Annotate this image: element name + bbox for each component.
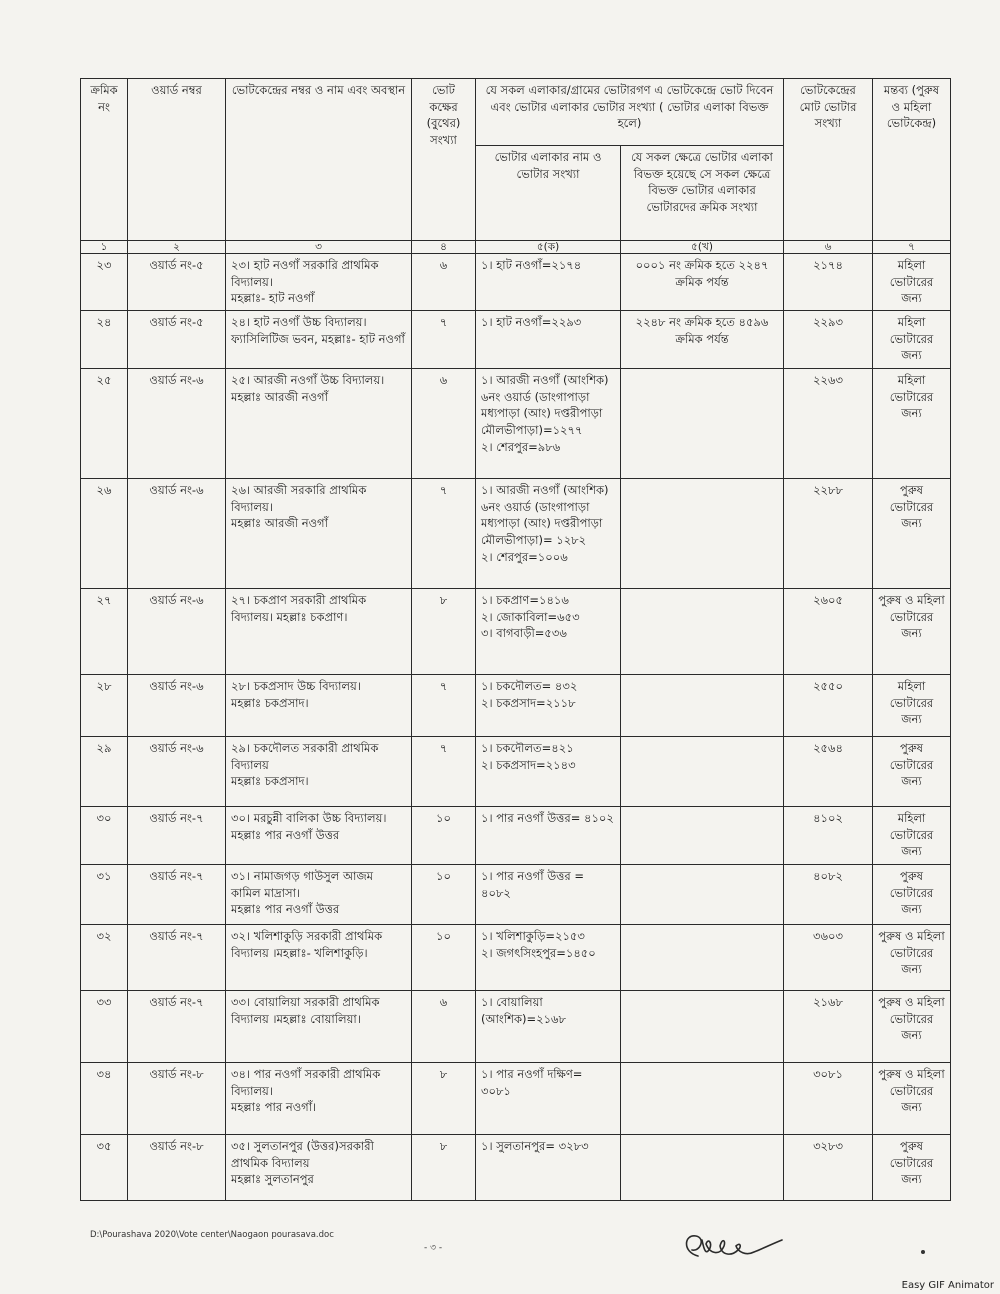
center-line: ৩৩। বোয়ালিয়া সরকারী প্রাথমিক বিদ্যালয় ।মহল্লাঃ বোয়ালিয়া। xyxy=(231,995,380,1026)
voter-area-cell xyxy=(476,807,621,865)
center-cell xyxy=(226,925,412,991)
voter-area-cell xyxy=(476,1135,621,1201)
header-total: ভোটকেন্দ্রের মোট ভোটার সংখ্যা xyxy=(784,79,873,241)
voter-area-line: ১। চকদৌলত= ৪৩২ xyxy=(481,679,578,694)
total-voters-cell: ২১৬৮ xyxy=(784,991,873,1063)
table-row xyxy=(81,807,951,865)
header-center: ভোটকেন্দ্রের নম্বর ও নাম এবং অবস্থান xyxy=(226,79,412,241)
header-ward: ওয়ার্ড নম্বর xyxy=(128,79,226,241)
booth-count-cell: ৮ xyxy=(412,589,476,675)
remarks-cell: পুরুষ ও মহিলা ভোটারের জন্য xyxy=(873,991,951,1063)
ward-cell: ওয়ার্ড নং-৭ xyxy=(128,865,226,925)
voter-area-line: ২। চকপ্রসাদ=২১১৮ xyxy=(481,695,576,710)
serial-cell: ২৯ xyxy=(81,737,128,807)
voter-area-cell xyxy=(476,865,621,925)
serial-cell: ২৫ xyxy=(81,369,128,479)
center-line: ২৩। হাট নওগাঁ সরকারি প্রাথমিক বিদ্যালয়। xyxy=(231,258,379,289)
table-row xyxy=(81,479,951,589)
ward-cell: ওয়ার্ড নং-৬ xyxy=(128,589,226,675)
total-voters-cell: ৩৬০৩ xyxy=(784,925,873,991)
center-line: ২৮। চকপ্রসাদ উচ্চ বিদ্যালয়। xyxy=(231,679,361,694)
remarks-cell: পুরুষ ভোটারের জন্য xyxy=(873,1135,951,1201)
center-cell xyxy=(226,311,412,369)
split-serial-cell: ০০০১ নং ক্রমিক হতে ২২৪৭ ক্রমিক পর্যন্ত xyxy=(621,254,784,311)
split-serial-cell xyxy=(621,479,784,589)
voter-area-cell xyxy=(476,369,621,479)
serial-cell: ২৬ xyxy=(81,479,128,589)
center-cell xyxy=(226,807,412,865)
ward-cell: ওয়ার্ড নং-৬ xyxy=(128,737,226,807)
voter-area-cell xyxy=(476,311,621,369)
split-serial-cell xyxy=(621,807,784,865)
total-voters-cell: ২২৯৩ xyxy=(784,311,873,369)
table-row xyxy=(81,254,951,311)
remarks-cell: মহিলা ভোটারের জন্য xyxy=(873,311,951,369)
table-row xyxy=(81,925,951,991)
serial-cell: ৩৩ xyxy=(81,991,128,1063)
booth-count-cell: ১০ xyxy=(412,925,476,991)
center-line: ২৬। আরজী সরকারি প্রাথমিক বিদ্যালয়। xyxy=(231,483,367,514)
center-line: ৩০। মরচুন্নী বালিকা উচ্চ বিদ্যালয়। xyxy=(231,811,387,826)
booth-count-cell: ৮ xyxy=(412,1135,476,1201)
split-serial-cell xyxy=(621,1135,784,1201)
booth-count-cell: ৬ xyxy=(412,369,476,479)
voter-area-line: ১। হাট নওগাঁ=২১৭৪ xyxy=(481,258,582,272)
split-serial-cell xyxy=(621,675,784,737)
table-row xyxy=(81,1135,951,1201)
booth-count-cell: ৭ xyxy=(412,479,476,589)
center-line: মহল্লাঃ- হাট নওগাঁ xyxy=(231,291,315,306)
remarks-cell: পুরুষ ভোটারের জন্য xyxy=(873,737,951,807)
center-cell xyxy=(226,991,412,1063)
header-area-name: ভোটার এলাকার নাম ও ভোটার সংখ্যা xyxy=(476,146,621,241)
booth-count-cell: ৮ xyxy=(412,1063,476,1135)
voter-area-cell xyxy=(476,737,621,807)
serial-cell: ২৪ xyxy=(81,311,128,369)
remarks-cell: মহিলা ভোটারের জন্য xyxy=(873,807,951,865)
polling-center-table xyxy=(80,78,951,1201)
voter-area-line: ২। চকপ্রসাদ=২১৪৩ xyxy=(481,757,576,772)
table-row xyxy=(81,311,951,369)
table-row xyxy=(81,589,951,675)
serial-cell: ২৩ xyxy=(81,254,128,311)
center-line: ৩১। নামাজগড় গাউসুল আজম কামিল মাদ্রাসা। xyxy=(231,869,374,900)
booth-count-cell: ৬ xyxy=(412,991,476,1063)
ward-cell: ওয়ার্ড নং-৬ xyxy=(128,479,226,589)
total-voters-cell: ৪১০২ xyxy=(784,807,873,865)
booth-count-cell: ৭ xyxy=(412,311,476,369)
header-area-group: যে সকল এলাকার/গ্রামের ভোটারগণ এ ভোটকেন্দ্রে ভোট দিবেন এবং ভোটার এলাকার ভোটার সংখ্যা ( ভোটার এলাকা বিভক্ত হলে) xyxy=(476,79,784,146)
booth-count-cell: ১০ xyxy=(412,807,476,865)
voter-area-cell xyxy=(476,925,621,991)
table-row xyxy=(81,991,951,1063)
remarks-cell: মহিলা ভোটারের জন্য xyxy=(873,675,951,737)
booth-count-cell: ৭ xyxy=(412,737,476,807)
center-line: মহল্লাঃ চকপ্রসাদ। xyxy=(231,695,309,710)
voter-area-cell xyxy=(476,589,621,675)
center-cell xyxy=(226,737,412,807)
ward-cell: ওয়ার্ড নং-৭ xyxy=(128,925,226,991)
voter-area-line: ১। বোয়ালিয়া (আংশিক)=২১৬৮ xyxy=(481,995,566,1026)
file-path: D:\Pourashava 2020\Vote center\Naogaon pourasava.doc xyxy=(90,1230,334,1240)
voter-area-line: ২। শেরপুর=১০০৬ xyxy=(481,549,568,564)
remarks-cell: পুরুষ ভোটারের জন্য xyxy=(873,479,951,589)
voter-area-line: ১। পার নওগাঁ দক্ষিণ= ৩০৮১ xyxy=(481,1067,583,1098)
header-serial: ক্রমিক নং xyxy=(81,79,128,241)
center-line: মহল্লাঃ আরজী নওগাঁ xyxy=(231,389,328,404)
center-line: মহল্লাঃ আরজী নওগাঁ xyxy=(231,516,328,531)
center-cell xyxy=(226,865,412,925)
serial-cell: ৩১ xyxy=(81,865,128,925)
voter-area-line: ১। চকপ্রাণ=১৪১৬ xyxy=(481,593,569,608)
voter-area-line: ১। আরজী নওগাঁ (আংশিক) ৬নং ওয়ার্ড (ডাংগাপাড়া মধ্যপাড়া (আং) দপ্তরীপাড়া মৌলভীপাড়া)=১২৭৭ xyxy=(481,373,609,438)
voter-area-line: ৩। বাগবাড়ী=৫৩৬ xyxy=(481,626,567,641)
column-number-row xyxy=(81,241,951,254)
split-serial-cell xyxy=(621,369,784,479)
split-serial-cell xyxy=(621,1063,784,1135)
serial-cell: ২৮ xyxy=(81,675,128,737)
center-line: মহল্লাঃ পার নওগাঁ। xyxy=(231,1100,317,1115)
voter-area-line: ১। সুলতানপুর= ৩২৮৩ xyxy=(481,1139,589,1154)
total-voters-cell: ২৬০৫ xyxy=(784,589,873,675)
center-line: ৩৪। পার নওগাঁ সরকারী প্রাথমিক বিদ্যালয়। xyxy=(231,1067,381,1098)
total-voters-cell: ৩২৮৩ xyxy=(784,1135,873,1201)
ward-cell: ওয়ার্ড নং-৭ xyxy=(128,807,226,865)
voter-area-line: ১। হাট নওগাঁ=২২৯৩ xyxy=(481,315,582,330)
header-area-split: যে সকল ক্ষেত্রে ভোটার এলাকা বিভক্ত হয়েছে সে সকল ক্ষেত্রে বিভক্ত ভোটার এলাকার ভোটারদের ক্রমিক সংখ্যা xyxy=(621,146,784,241)
voter-area-cell xyxy=(476,675,621,737)
remarks-cell: পুরুষ ভোটারের জন্য xyxy=(873,865,951,925)
voter-area-line: ২। শেরপুর=৯৮৬ xyxy=(481,439,561,454)
ward-cell: ওয়ার্ড নং-৮ xyxy=(128,1063,226,1135)
center-line: ৩৫। সুলতানপুর (উত্তর)সরকারী প্রাথমিক বিদ্যালয় xyxy=(231,1139,374,1170)
center-line: ২৫। আরজী নওগাঁ উচ্চ বিদ্যালয়। xyxy=(231,373,385,388)
watermark-text: Easy GIF Animator xyxy=(901,1280,994,1291)
center-line: মহল্লাঃ পার নওগাঁ উত্তর xyxy=(231,827,340,842)
ward-cell: ওয়ার্ড নং-৫ xyxy=(128,311,226,369)
total-voters-cell: ৪০৮২ xyxy=(784,865,873,925)
column-number: ৬ xyxy=(784,241,873,254)
voter-area-line: ২। জগৎসিংহপুর=১৪৫০ xyxy=(481,945,596,960)
voter-area-line: ১। চকদৌলত=৪২১ xyxy=(481,741,574,756)
ward-cell: ওয়ার্ড নং-৮ xyxy=(128,1135,226,1201)
voter-area-line: ২। জোকাবিলা=৬৫৩ xyxy=(481,609,580,624)
total-voters-cell: ২২৮৮ xyxy=(784,479,873,589)
total-voters-cell: ২৫৬৪ xyxy=(784,737,873,807)
column-number: ৩ xyxy=(226,241,412,254)
remarks-cell: মহিলা ভোটারের জন্য xyxy=(873,369,951,479)
serial-cell: ৩২ xyxy=(81,925,128,991)
column-number: ৪ xyxy=(412,241,476,254)
ward-cell: ওয়ার্ড নং-৬ xyxy=(128,675,226,737)
page-dot xyxy=(921,1250,925,1254)
voter-area-line: ১। আরজী নওগাঁ (আংশিক) ৬নং ওয়ার্ড (ডাংগাপাড়া মধ্যপাড়া (আং) দপ্তরীপাড়া মৌলভীপাড়া)= ১২৮২ xyxy=(481,483,609,548)
center-cell xyxy=(226,589,412,675)
center-cell xyxy=(226,675,412,737)
column-number: ২ xyxy=(128,241,226,254)
table-body xyxy=(81,254,951,1201)
center-cell xyxy=(226,1063,412,1135)
center-line: মহল্লাঃ সুলতানপুর xyxy=(231,1172,314,1187)
serial-cell: ২৭ xyxy=(81,589,128,675)
total-voters-cell: ২৫৫০ xyxy=(784,675,873,737)
voter-area-line: ১। পার নওগাঁ উত্তর= ৪১০২ xyxy=(481,811,614,826)
center-line: মহল্লাঃ পার নওগাঁ উত্তর xyxy=(231,902,340,917)
column-number: ১ xyxy=(81,241,128,254)
remarks-cell: মহিলা ভোটারের জন্য xyxy=(873,254,951,311)
split-serial-cell xyxy=(621,589,784,675)
table-header xyxy=(81,79,951,254)
serial-cell: ৩০ xyxy=(81,807,128,865)
total-voters-cell: ৩০৮১ xyxy=(784,1063,873,1135)
booth-count-cell: ১০ xyxy=(412,865,476,925)
center-line: ২৪। হাট নওগাঁ উচ্চ বিদ্যালয়। ফ্যাসিলিটিজ ভবন, মহল্লাঃ- হাট নওগাঁ xyxy=(231,315,405,346)
table-row xyxy=(81,369,951,479)
split-serial-cell xyxy=(621,925,784,991)
split-serial-cell: ২২৪৮ নং ক্রমিক হতে ৪৫৯৬ ক্রমিক পর্যন্ত xyxy=(621,311,784,369)
page-number: - ৩ - xyxy=(424,1243,443,1253)
total-voters-cell: ২২৬৩ xyxy=(784,369,873,479)
table-row xyxy=(81,1063,951,1135)
split-serial-cell xyxy=(621,737,784,807)
voter-area-cell xyxy=(476,479,621,589)
center-line: ২৭। চকপ্রাণ সরকারী প্রাথমিক বিদ্যালয়। মহল্লাঃ চকপ্রাণ। xyxy=(231,593,367,624)
voter-area-line: ১। পার নওগাঁ উত্তর = ৪০৮২ xyxy=(481,869,585,900)
voter-area-cell xyxy=(476,991,621,1063)
serial-cell: ৩৪ xyxy=(81,1063,128,1135)
column-number: ৭ xyxy=(873,241,951,254)
table-row xyxy=(81,737,951,807)
voter-area-cell xyxy=(476,254,621,311)
table-row xyxy=(81,675,951,737)
serial-cell: ৩৫ xyxy=(81,1135,128,1201)
total-voters-cell: ২১৭৪ xyxy=(784,254,873,311)
remarks-cell: পুরুষ ও মহিলা ভোটারের জন্য xyxy=(873,925,951,991)
center-cell xyxy=(226,479,412,589)
center-line: ২৯। চকদৌলত সরকারী প্রাথমিক বিদ্যালয় xyxy=(231,741,379,772)
header-booths: ভোট কক্ষের (বুথের) সংখ্যা xyxy=(412,79,476,241)
column-number: ৫(ক) xyxy=(476,241,621,254)
ward-cell: ওয়ার্ড নং-৭ xyxy=(128,991,226,1063)
remarks-cell: পুরুষ ও মহিলা ভোটারের জন্য xyxy=(873,589,951,675)
center-line: মহল্লাঃ চকপ্রসাদ। xyxy=(231,774,309,789)
split-serial-cell xyxy=(621,991,784,1063)
split-serial-cell xyxy=(621,865,784,925)
voter-area-line: ১। খলিশাকুড়ি=২১৫৩ xyxy=(481,929,585,944)
ward-cell: ওয়ার্ড নং-৬ xyxy=(128,369,226,479)
column-number: ৫(খ) xyxy=(621,241,784,254)
booth-count-cell: ৬ xyxy=(412,254,476,311)
header-remarks: মন্তব্য (পুরুষ ও মহিলা ভোটকেন্দ্র) xyxy=(873,79,951,241)
ward-cell: ওয়ার্ড নং-৫ xyxy=(128,254,226,311)
booth-count-cell: ৭ xyxy=(412,675,476,737)
voter-area-cell xyxy=(476,1063,621,1135)
center-cell xyxy=(226,254,412,311)
table-row xyxy=(81,865,951,925)
remarks-cell: পুরুষ ও মহিলা ভোটারের জন্য xyxy=(873,1063,951,1135)
center-line: ৩২। খলিশাকুড়ি সরকারী প্রাথমিক বিদ্যালয় ।মহল্লাঃ- খলিশাকুড়ি। xyxy=(231,929,383,960)
center-cell xyxy=(226,369,412,479)
center-cell xyxy=(226,1135,412,1201)
signature xyxy=(680,1226,790,1266)
